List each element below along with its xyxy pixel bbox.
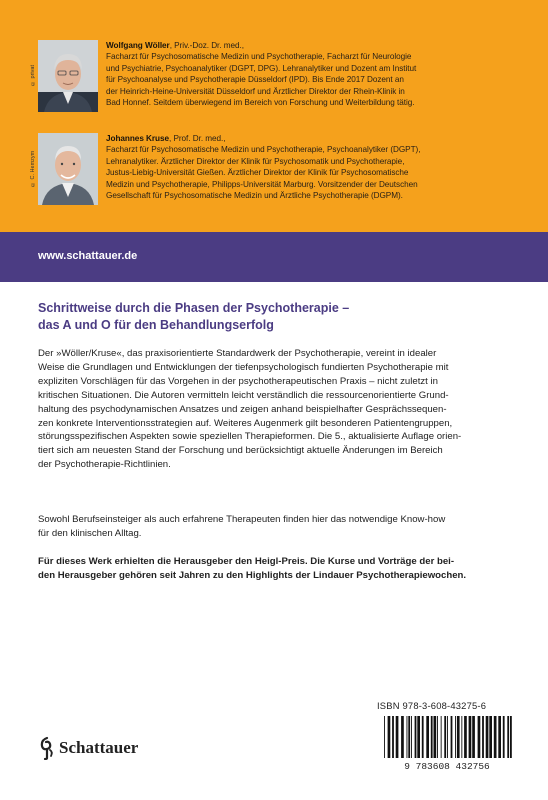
bio-line: Justus-Liebig-Universität Gießen. Ärztlicher Direktor der Klinik für Psychosomatische <box>106 168 409 178</box>
barcode-bar <box>486 716 489 758</box>
bio-line: für Psychoanalyse und Psychotherapie Düsseldorf (IPD). Bis Ende 2017 Dozent an <box>106 75 404 85</box>
barcode-bar <box>451 716 453 758</box>
website-band <box>0 232 548 282</box>
bio-line: Lehranalytiker. Ärztlicher Direktor der Klinik für Psychosomatik und Psychotherapie, <box>106 156 405 166</box>
author-name: Johannes Kruse <box>106 134 170 143</box>
barcode-bar <box>407 716 408 758</box>
barcode-bar <box>489 716 492 758</box>
author-name: Wolfgang Wöller <box>106 41 170 50</box>
barcode-bar <box>431 716 433 758</box>
barcode-bar <box>469 716 472 758</box>
barcode-bar <box>401 716 404 758</box>
barcode <box>372 714 522 772</box>
author-photo <box>38 40 98 112</box>
headline-line: das A und O für den Behandlungserfolg <box>38 318 274 332</box>
barcode-bar <box>388 716 391 758</box>
barcode-bar <box>441 716 442 758</box>
barcode-bar <box>422 716 424 758</box>
photo-credit: © C. Hemzym <box>30 150 36 188</box>
text-line: Der »Wöller/Kruse«, das praxisorientierte Standardwerk der Psychotherapie, vereint in idealer <box>38 348 437 359</box>
blurb-headline <box>38 300 518 334</box>
bio-line: Bad Honnef. Seitdem überwiegend im Bereich von Forschung und Weiterbildung tätig. <box>106 98 415 108</box>
text-line: der Psychotherapie-Richtlinien. <box>38 459 171 471</box>
award-paragraph <box>38 555 514 583</box>
barcode-bar <box>411 716 412 758</box>
barcode-bar <box>408 716 410 758</box>
author-photo <box>38 133 98 205</box>
text-line: haltung des psychodynamischen Ansatzes und zeigen anhand beispielhafter Gesprächssequen- <box>38 403 447 415</box>
barcode-bar <box>426 716 429 758</box>
barcode-bar <box>417 716 420 758</box>
barcode-bar <box>457 716 460 758</box>
barcode-bar <box>396 716 399 758</box>
text-line: zen konkrete Interventionsstrategien auf. Weiteres Augenmerk gilt besonderen Patientengruppen, <box>38 417 453 429</box>
publisher-mark-icon <box>38 736 56 760</box>
headline-line: Schrittweise durch die Phasen der Psychotherapie – <box>38 301 350 315</box>
publisher-logo <box>38 736 138 760</box>
barcode-bar <box>498 716 501 758</box>
photo-credit: © privat <box>30 65 36 87</box>
barcode-bar <box>444 716 446 758</box>
text-line: den Herausgeber gehören seit Jahren zu den Highlights der Lindauer Psychotherapiewochen. <box>38 569 467 581</box>
text-line: Sowohl Berufseinsteiger als auch erfahrene Therapeuten finden hier das notwendige Know-how <box>38 514 446 525</box>
barcode-bar <box>415 716 417 758</box>
barcode-bar <box>503 716 505 758</box>
text-line: störungsspezifischen Aspekten sowie speziellen Therapieformen. Die 5., aktualisierte Auflage orien- <box>38 431 462 443</box>
blurb-paragraph <box>38 513 514 541</box>
text-line: tiert sich am neuesten Stand der Forschung und berücksichtigt aktuelle Änderungen im Bereich <box>38 445 443 457</box>
blurb-paragraph <box>38 347 514 472</box>
author-credentials: , Priv.-Doz. Dr. med., <box>169 41 244 50</box>
barcode-bar <box>510 716 512 758</box>
barcode-digits: 9 783608 432756 <box>404 761 490 772</box>
barcode-bar <box>392 716 394 758</box>
author-section <box>0 0 548 232</box>
text-line: kritischen Situationen. Die Autoren vermitteln leicht verständlich die ressourcenorientierte Grund- <box>38 389 449 401</box>
barcode-bar <box>384 716 385 758</box>
barcode-bar <box>472 716 475 758</box>
bio-line: Medizin und Psychotherapie, Philipps-Universität Marburg. Vorsitzender der Deutschen <box>106 179 418 189</box>
barcode-bar <box>434 716 437 758</box>
bio-line: Facharzt für Psychosomatische Medizin und Psychotherapie, Facharzt für Neurologie <box>106 52 412 62</box>
bio-line: Gesellschaft für Psychosomatische Medizin und Ärztliche Psychotherapie (DGPM). <box>106 191 403 201</box>
barcode-bar <box>464 716 467 758</box>
author-bio <box>106 40 526 108</box>
bio-line: Facharzt für Psychosomatische Medizin und Psychotherapie, Psychoanalytiker (DGPT), <box>106 145 421 155</box>
barcode-bar <box>507 716 509 758</box>
author-credentials: , Prof. Dr. med., <box>169 134 226 143</box>
bio-line: und Psychiatrie, Psychoanalytiker (DGPT, DPG). Lehranalytiker und Dozent am Institut <box>106 63 417 73</box>
barcode-bar <box>482 716 484 758</box>
barcode-bar <box>455 716 456 758</box>
barcode-bar <box>461 716 462 758</box>
text-line: Weise die Grundlagen und Entwicklungen der tiefenpsychologisch fundierten Psychotherapie mit <box>38 361 449 373</box>
publisher-name: Schattauer <box>59 738 139 757</box>
barcode-bar <box>447 716 448 758</box>
website-link[interactable]: www.schattauer.de <box>38 250 138 262</box>
bio-line: der Heinrich-Heine-Universität Düsseldorf und Ärztlicher Direktor der Rhein-Klinik in <box>106 86 405 96</box>
barcode-bar <box>437 716 438 758</box>
author-bio <box>106 133 526 201</box>
barcode-bar <box>494 716 497 758</box>
text-line: für den klinischen Alltag. <box>38 527 142 539</box>
isbn-label: ISBN 978-3-608-43275-6 <box>377 700 487 711</box>
text-line: Für dieses Werk erhielten die Herausgeber den Heigl-Preis. Die Kurse und Vorträge der bei- <box>38 556 455 567</box>
text-line: expliziten Vorschlägen für das Vorgehen in der psychotherapeutischen Praxis – nicht zuletzt in <box>38 375 438 387</box>
barcode-bar <box>478 716 481 758</box>
